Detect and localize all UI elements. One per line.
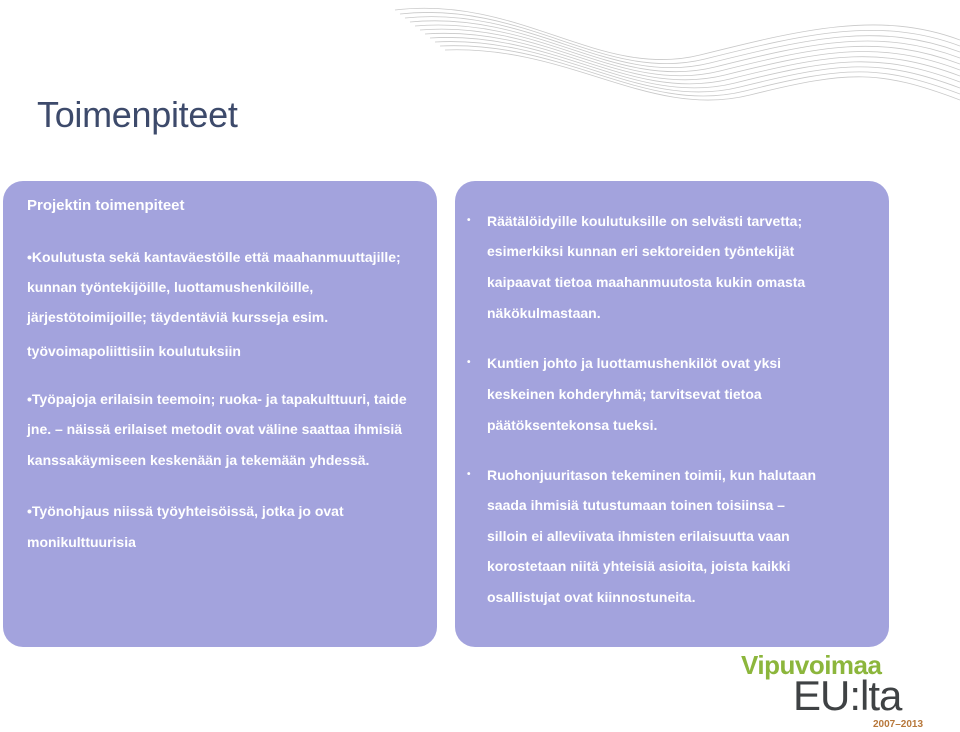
panel-text-line: saada ihmisiä tutustumaan toinen toisiinsa – bbox=[487, 497, 785, 513]
bullet-icon: • bbox=[467, 469, 471, 480]
logo-main-text: EU:lta bbox=[793, 672, 902, 719]
panel-text-line: silloin ei alleviivata ihmisten erilaisuutta vaan bbox=[487, 528, 790, 544]
panel-text-line: työvoimapoliittisiin koulutuksiin bbox=[27, 343, 241, 359]
panel-text-line: osallistujat ovat kiinnostuneita. bbox=[487, 589, 696, 605]
page-title: Toimenpiteet bbox=[37, 94, 238, 135]
bullet-icon: • bbox=[467, 215, 471, 226]
panel-text-line: •Työpajoja erilaisin teemoin; ruoka- ja tapakulttuuri, taide bbox=[27, 391, 407, 407]
panel-text-line: Ruohonjuuritason tekeminen toimii, kun halutaan bbox=[487, 467, 817, 483]
panel-text-line: korostetaan niitä yhteisiä asioita, joista kaikki bbox=[487, 558, 791, 574]
panel-text-line: järjestötoimijoille; täydentäviä kursseja esim. bbox=[27, 309, 329, 325]
panel-text-line: näkökulmastaan. bbox=[487, 305, 601, 321]
panel-text-line: •Koulutusta sekä kantaväestölle että maahanmuuttajille; bbox=[27, 249, 401, 265]
panel-text-line: päätöksentekonsa tueksi. bbox=[487, 417, 658, 433]
vipuvoimaa-eu-logo bbox=[741, 650, 941, 730]
panel-text-line: jne. – näissä erilaiset metodit ovat väline saattaa ihmisiä bbox=[27, 421, 403, 437]
logo-years-text: 2007–2013 bbox=[873, 719, 924, 730]
panel-text-line: kanssakäymiseen keskenään ja tekemään yhdessä. bbox=[27, 452, 370, 468]
bullet-icon: • bbox=[467, 357, 471, 368]
logo-top-text: Vipuvoimaa bbox=[741, 650, 882, 680]
project-actions-panel bbox=[3, 181, 437, 647]
panel-heading: Projektin toimenpiteet bbox=[27, 197, 185, 214]
panel-text-line: kaipaavat tietoa maahanmuutosta kukin omasta bbox=[487, 274, 806, 290]
panel-text-line: kunnan työntekijöille, luottamushenkilöille, bbox=[27, 279, 314, 295]
panel-text-line: •Työnohjaus niissä työyhteisöissä, jotka jo ovat bbox=[27, 503, 344, 519]
panel-text-line: esimerkiksi kunnan eri sektoreiden työntekijät bbox=[487, 243, 795, 259]
panel-text-line: Kuntien johto ja luottamushenkilöt ovat yksi bbox=[487, 355, 782, 371]
panel-text-line: Räätälöidyille koulutuksille on selvästi tarvetta; bbox=[487, 213, 803, 229]
observations-panel bbox=[455, 181, 889, 647]
panel-text-line: keskeinen kohderyhmä; tarvitsevat tietoa bbox=[487, 386, 762, 402]
panel-text-line: monikulttuurisia bbox=[27, 534, 136, 550]
